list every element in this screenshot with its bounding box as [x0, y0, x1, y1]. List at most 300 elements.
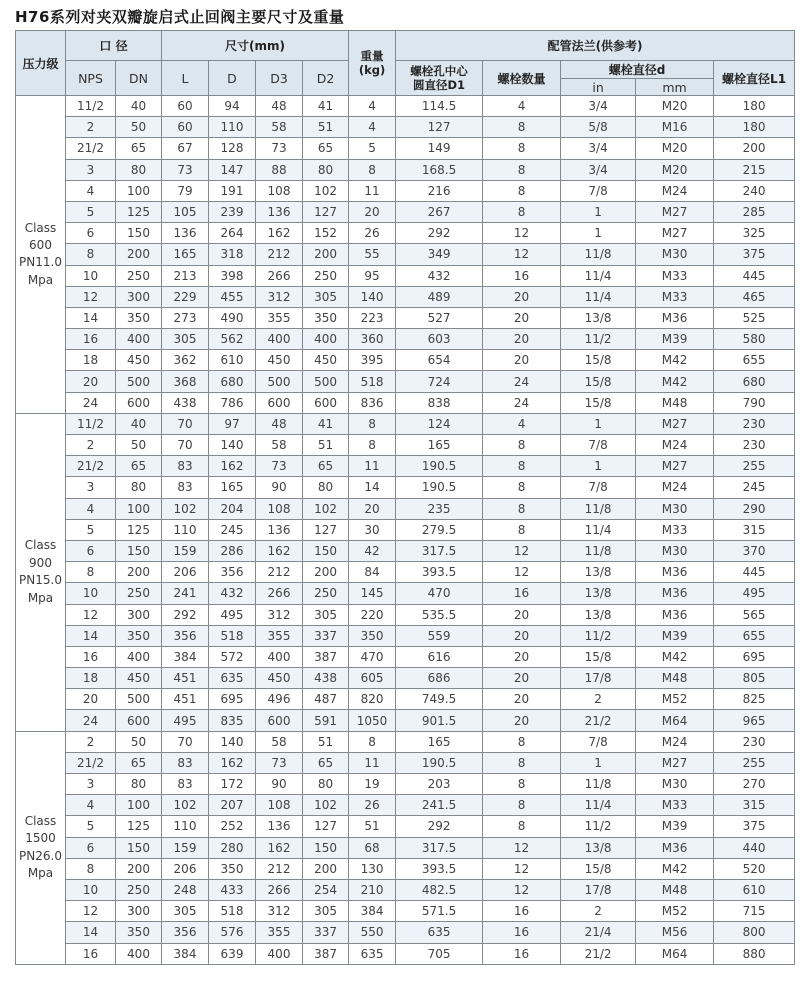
- table-row: [16, 668, 795, 689]
- data-cell: 172: [209, 774, 256, 795]
- data-cell: 7/8: [561, 180, 636, 201]
- data-cell: 21/2: [66, 752, 116, 773]
- data-cell: 518: [209, 625, 256, 646]
- data-cell: 42: [349, 540, 396, 561]
- data-cell: 215: [714, 159, 795, 180]
- data-cell: 240: [714, 180, 795, 201]
- data-cell: 65: [303, 456, 349, 477]
- data-cell: M27: [636, 752, 714, 773]
- data-cell: 384: [162, 646, 209, 667]
- data-cell: 83: [162, 752, 209, 773]
- table-row: [16, 456, 795, 477]
- data-cell: 445: [714, 265, 795, 286]
- data-cell: 58: [256, 117, 303, 138]
- data-cell: 6: [66, 540, 116, 561]
- data-cell: 4: [483, 413, 561, 434]
- data-cell: 19: [349, 774, 396, 795]
- data-cell: 605: [349, 668, 396, 689]
- data-cell: 140: [209, 731, 256, 752]
- data-cell: 8: [349, 413, 396, 434]
- data-cell: M33: [636, 795, 714, 816]
- header-bolt-dia-d: 螺栓直径d: [561, 61, 714, 79]
- data-cell: 80: [303, 159, 349, 180]
- data-cell: 12: [483, 244, 561, 265]
- data-cell: 600: [116, 392, 162, 413]
- data-cell: M24: [636, 731, 714, 752]
- data-cell: 356: [162, 922, 209, 943]
- data-cell: 8: [483, 498, 561, 519]
- data-cell: 18: [66, 668, 116, 689]
- data-cell: 136: [162, 223, 209, 244]
- data-cell: 8: [349, 731, 396, 752]
- table-row: [16, 519, 795, 540]
- data-cell: 248: [162, 879, 209, 900]
- header-d1-line1: 螺栓孔中心: [410, 63, 468, 78]
- data-cell: M64: [636, 943, 714, 965]
- header-weight-line1: 重量: [360, 48, 384, 63]
- data-cell: 470: [349, 646, 396, 667]
- data-cell: 312: [256, 901, 303, 922]
- data-cell: 1: [561, 413, 636, 434]
- data-cell: 387: [303, 646, 349, 667]
- header-d: D: [209, 61, 256, 96]
- data-cell: 312: [256, 286, 303, 307]
- pressure-class-cell: Class 600 PN11.0 Mpa: [16, 96, 66, 414]
- data-cell: 73: [256, 456, 303, 477]
- data-cell: M36: [636, 837, 714, 858]
- data-cell: 4: [349, 96, 396, 117]
- data-cell: 312: [256, 604, 303, 625]
- data-cell: 127: [396, 117, 483, 138]
- data-cell: 21/2: [66, 456, 116, 477]
- data-cell: 12: [66, 604, 116, 625]
- data-cell: 500: [116, 689, 162, 710]
- data-cell: 8: [66, 562, 116, 583]
- data-cell: 230: [714, 435, 795, 456]
- data-cell: 686: [396, 668, 483, 689]
- data-cell: 455: [209, 286, 256, 307]
- table-row: [16, 307, 795, 328]
- data-cell: 820: [349, 689, 396, 710]
- data-cell: 20: [483, 625, 561, 646]
- data-cell: 12: [483, 879, 561, 900]
- data-cell: 450: [303, 350, 349, 371]
- data-cell: 73: [256, 138, 303, 159]
- data-cell: 83: [162, 477, 209, 498]
- data-cell: 440: [714, 837, 795, 858]
- data-cell: 600: [116, 710, 162, 731]
- data-cell: 1: [561, 752, 636, 773]
- data-cell: 400: [256, 646, 303, 667]
- data-cell: 496: [256, 689, 303, 710]
- data-cell: 300: [116, 604, 162, 625]
- data-cell: 11/4: [561, 265, 636, 286]
- data-cell: 13/8: [561, 837, 636, 858]
- data-cell: 114.5: [396, 96, 483, 117]
- data-cell: 14: [66, 625, 116, 646]
- data-cell: 317.5: [396, 837, 483, 858]
- data-cell: 805: [714, 668, 795, 689]
- table-row: [16, 244, 795, 265]
- data-cell: 150: [116, 540, 162, 561]
- data-cell: 393.5: [396, 858, 483, 879]
- data-cell: 80: [116, 159, 162, 180]
- header-bolt-qty: 螺栓数量: [483, 61, 561, 96]
- data-cell: 565: [714, 604, 795, 625]
- data-cell: M48: [636, 392, 714, 413]
- data-cell: 400: [116, 646, 162, 667]
- data-cell: 8: [483, 435, 561, 456]
- data-cell: 55: [349, 244, 396, 265]
- data-cell: 451: [162, 689, 209, 710]
- data-cell: 51: [303, 117, 349, 138]
- data-cell: 254: [303, 879, 349, 900]
- data-cell: 241: [162, 583, 209, 604]
- data-cell: 292: [396, 223, 483, 244]
- data-cell: 4: [66, 180, 116, 201]
- data-cell: 140: [349, 286, 396, 307]
- data-cell: 8: [483, 752, 561, 773]
- data-cell: 24: [483, 371, 561, 392]
- data-cell: 204: [209, 498, 256, 519]
- table-body: [16, 96, 795, 965]
- data-cell: 482.5: [396, 879, 483, 900]
- data-cell: 2: [561, 901, 636, 922]
- data-cell: 11/8: [561, 540, 636, 561]
- data-cell: 489: [396, 286, 483, 307]
- data-cell: 20: [349, 498, 396, 519]
- data-cell: 1: [561, 223, 636, 244]
- data-cell: 680: [714, 371, 795, 392]
- data-cell: 400: [116, 329, 162, 350]
- data-cell: 73: [256, 752, 303, 773]
- data-cell: M36: [636, 583, 714, 604]
- data-cell: 190.5: [396, 456, 483, 477]
- data-cell: 245: [714, 477, 795, 498]
- data-cell: 8: [349, 159, 396, 180]
- data-cell: 84: [349, 562, 396, 583]
- data-cell: 16: [66, 329, 116, 350]
- data-cell: 6: [66, 223, 116, 244]
- table-row: [16, 795, 795, 816]
- data-cell: 149: [396, 138, 483, 159]
- data-cell: 40: [116, 413, 162, 434]
- data-cell: M24: [636, 477, 714, 498]
- data-cell: 40: [116, 96, 162, 117]
- data-cell: 17/8: [561, 879, 636, 900]
- data-cell: 90: [256, 774, 303, 795]
- pressure-class-cell: Class 900 PN15.0 Mpa: [16, 413, 66, 731]
- data-cell: 136: [256, 201, 303, 222]
- data-cell: 18: [66, 350, 116, 371]
- data-cell: M36: [636, 604, 714, 625]
- data-cell: 572: [209, 646, 256, 667]
- data-cell: M27: [636, 413, 714, 434]
- data-cell: 15/8: [561, 371, 636, 392]
- data-cell: 73: [162, 159, 209, 180]
- data-cell: 250: [116, 879, 162, 900]
- data-cell: 270: [714, 774, 795, 795]
- data-cell: 206: [162, 858, 209, 879]
- data-cell: 140: [209, 435, 256, 456]
- table-row: [16, 562, 795, 583]
- data-cell: 4: [483, 96, 561, 117]
- table-row: [16, 117, 795, 138]
- table-row: [16, 435, 795, 456]
- table-row: [16, 498, 795, 519]
- data-cell: 836: [349, 392, 396, 413]
- data-cell: 212: [256, 858, 303, 879]
- data-cell: 20: [483, 710, 561, 731]
- data-cell: 252: [209, 816, 256, 837]
- data-cell: 80: [116, 774, 162, 795]
- table-row: [16, 879, 795, 900]
- data-cell: M42: [636, 858, 714, 879]
- data-cell: 108: [256, 498, 303, 519]
- data-cell: 20: [483, 329, 561, 350]
- data-cell: 17/8: [561, 668, 636, 689]
- data-cell: 266: [256, 265, 303, 286]
- data-cell: 2: [561, 689, 636, 710]
- table-row: [16, 774, 795, 795]
- data-cell: 603: [396, 329, 483, 350]
- data-cell: 206: [162, 562, 209, 583]
- data-cell: 229: [162, 286, 209, 307]
- data-cell: 635: [349, 943, 396, 965]
- data-cell: 8: [349, 435, 396, 456]
- data-cell: 786: [209, 392, 256, 413]
- header-bolt-circle-d1: [396, 61, 483, 96]
- data-cell: 50: [116, 731, 162, 752]
- data-cell: 125: [116, 816, 162, 837]
- data-cell: 58: [256, 435, 303, 456]
- data-cell: 4: [349, 117, 396, 138]
- data-cell: 241.5: [396, 795, 483, 816]
- data-cell: 190.5: [396, 752, 483, 773]
- data-cell: 12: [483, 837, 561, 858]
- table-header: [16, 31, 795, 96]
- data-cell: 65: [303, 752, 349, 773]
- data-cell: 80: [303, 477, 349, 498]
- data-cell: 315: [714, 519, 795, 540]
- data-cell: 255: [714, 456, 795, 477]
- data-cell: 5: [66, 816, 116, 837]
- table-row: [16, 371, 795, 392]
- table-row: [16, 286, 795, 307]
- data-cell: 12: [66, 901, 116, 922]
- data-cell: 724: [396, 371, 483, 392]
- data-cell: 20: [349, 201, 396, 222]
- data-cell: 654: [396, 350, 483, 371]
- data-cell: 292: [162, 604, 209, 625]
- data-cell: 550: [349, 922, 396, 943]
- data-cell: 14: [349, 477, 396, 498]
- data-cell: 465: [714, 286, 795, 307]
- data-cell: 11/4: [561, 286, 636, 307]
- data-cell: M33: [636, 265, 714, 286]
- data-cell: 600: [256, 710, 303, 731]
- table-row: [16, 413, 795, 434]
- data-cell: 349: [396, 244, 483, 265]
- data-cell: 2: [66, 731, 116, 752]
- data-cell: 305: [162, 329, 209, 350]
- data-cell: 11/8: [561, 774, 636, 795]
- table-row: [16, 858, 795, 879]
- data-cell: 10: [66, 265, 116, 286]
- data-cell: 790: [714, 392, 795, 413]
- header-weight-line2: (kg): [358, 63, 386, 77]
- data-cell: 190.5: [396, 477, 483, 498]
- data-cell: 14: [66, 307, 116, 328]
- data-cell: M64: [636, 710, 714, 731]
- data-cell: 432: [396, 265, 483, 286]
- data-cell: 8: [483, 519, 561, 540]
- data-cell: M56: [636, 922, 714, 943]
- data-cell: 65: [116, 456, 162, 477]
- data-cell: 518: [209, 901, 256, 922]
- data-cell: 250: [116, 265, 162, 286]
- data-cell: 350: [116, 307, 162, 328]
- data-cell: 11: [349, 180, 396, 201]
- data-cell: 90: [256, 477, 303, 498]
- data-cell: 48: [256, 413, 303, 434]
- data-cell: 100: [116, 180, 162, 201]
- data-cell: 267: [396, 201, 483, 222]
- data-cell: 337: [303, 922, 349, 943]
- data-cell: 127: [303, 816, 349, 837]
- data-cell: M48: [636, 668, 714, 689]
- data-cell: 315: [714, 795, 795, 816]
- data-cell: 79: [162, 180, 209, 201]
- data-cell: 3: [66, 159, 116, 180]
- data-cell: 16: [483, 265, 561, 286]
- table-row: [16, 689, 795, 710]
- table-row: [16, 265, 795, 286]
- data-cell: 11/2: [66, 96, 116, 117]
- data-cell: 15/8: [561, 392, 636, 413]
- table-row: [16, 223, 795, 244]
- data-cell: 30: [349, 519, 396, 540]
- data-cell: 124: [396, 413, 483, 434]
- data-cell: 200: [303, 562, 349, 583]
- data-cell: 14: [66, 922, 116, 943]
- data-cell: 495: [714, 583, 795, 604]
- data-cell: 127: [303, 201, 349, 222]
- data-cell: 2: [66, 117, 116, 138]
- data-cell: M24: [636, 180, 714, 201]
- data-cell: 635: [209, 668, 256, 689]
- data-cell: 165: [396, 731, 483, 752]
- data-cell: 16: [483, 583, 561, 604]
- table-row: [16, 329, 795, 350]
- data-cell: 8: [483, 795, 561, 816]
- data-cell: M33: [636, 519, 714, 540]
- data-cell: 438: [303, 668, 349, 689]
- data-cell: M39: [636, 625, 714, 646]
- data-cell: 200: [116, 858, 162, 879]
- data-cell: 264: [209, 223, 256, 244]
- data-cell: M20: [636, 138, 714, 159]
- data-cell: M27: [636, 201, 714, 222]
- data-cell: 450: [116, 350, 162, 371]
- table-row: [16, 392, 795, 413]
- data-cell: 273: [162, 307, 209, 328]
- data-cell: 600: [303, 392, 349, 413]
- data-cell: 495: [209, 604, 256, 625]
- data-cell: 5: [66, 519, 116, 540]
- data-cell: 165: [162, 244, 209, 265]
- data-cell: 180: [714, 96, 795, 117]
- data-cell: 108: [256, 180, 303, 201]
- data-cell: 60: [162, 117, 209, 138]
- data-cell: 450: [116, 668, 162, 689]
- data-cell: 8: [483, 456, 561, 477]
- data-cell: 8: [483, 138, 561, 159]
- data-cell: 3: [66, 774, 116, 795]
- data-cell: 965: [714, 710, 795, 731]
- data-cell: 559: [396, 625, 483, 646]
- data-cell: 13/8: [561, 583, 636, 604]
- data-cell: 3/4: [561, 159, 636, 180]
- data-cell: 162: [209, 752, 256, 773]
- data-cell: 13/8: [561, 604, 636, 625]
- table-row: [16, 159, 795, 180]
- data-cell: 362: [162, 350, 209, 371]
- data-cell: 102: [162, 795, 209, 816]
- data-cell: 355: [256, 307, 303, 328]
- data-cell: 635: [396, 922, 483, 943]
- data-cell: 162: [256, 540, 303, 561]
- data-cell: 4: [66, 498, 116, 519]
- data-cell: 11/4: [561, 795, 636, 816]
- data-cell: 7/8: [561, 435, 636, 456]
- data-cell: 8: [483, 477, 561, 498]
- data-cell: 80: [116, 477, 162, 498]
- data-cell: 105: [162, 201, 209, 222]
- data-cell: 16: [66, 646, 116, 667]
- data-cell: 695: [714, 646, 795, 667]
- data-cell: 13/8: [561, 562, 636, 583]
- data-cell: 130: [349, 858, 396, 879]
- data-cell: 639: [209, 943, 256, 965]
- data-cell: 20: [483, 307, 561, 328]
- data-cell: 162: [256, 223, 303, 244]
- data-cell: 150: [116, 837, 162, 858]
- data-cell: 230: [714, 731, 795, 752]
- data-cell: 3/4: [561, 96, 636, 117]
- header-pressure-class: 压力级: [16, 31, 66, 96]
- data-cell: 102: [303, 795, 349, 816]
- data-cell: 250: [303, 583, 349, 604]
- header-unit-mm: mm: [636, 79, 714, 96]
- header-bore: 口 径: [66, 31, 162, 61]
- data-cell: 11/2: [561, 816, 636, 837]
- data-cell: 470: [396, 583, 483, 604]
- data-cell: 26: [349, 795, 396, 816]
- data-cell: 375: [714, 244, 795, 265]
- data-cell: 70: [162, 435, 209, 456]
- data-cell: 610: [714, 879, 795, 900]
- data-cell: 384: [162, 943, 209, 965]
- data-cell: M33: [636, 286, 714, 307]
- data-cell: 12: [66, 286, 116, 307]
- data-cell: 150: [303, 837, 349, 858]
- data-cell: 398: [209, 265, 256, 286]
- data-cell: 8: [483, 180, 561, 201]
- data-cell: 12: [483, 540, 561, 561]
- data-cell: 20: [483, 604, 561, 625]
- data-cell: 20: [66, 689, 116, 710]
